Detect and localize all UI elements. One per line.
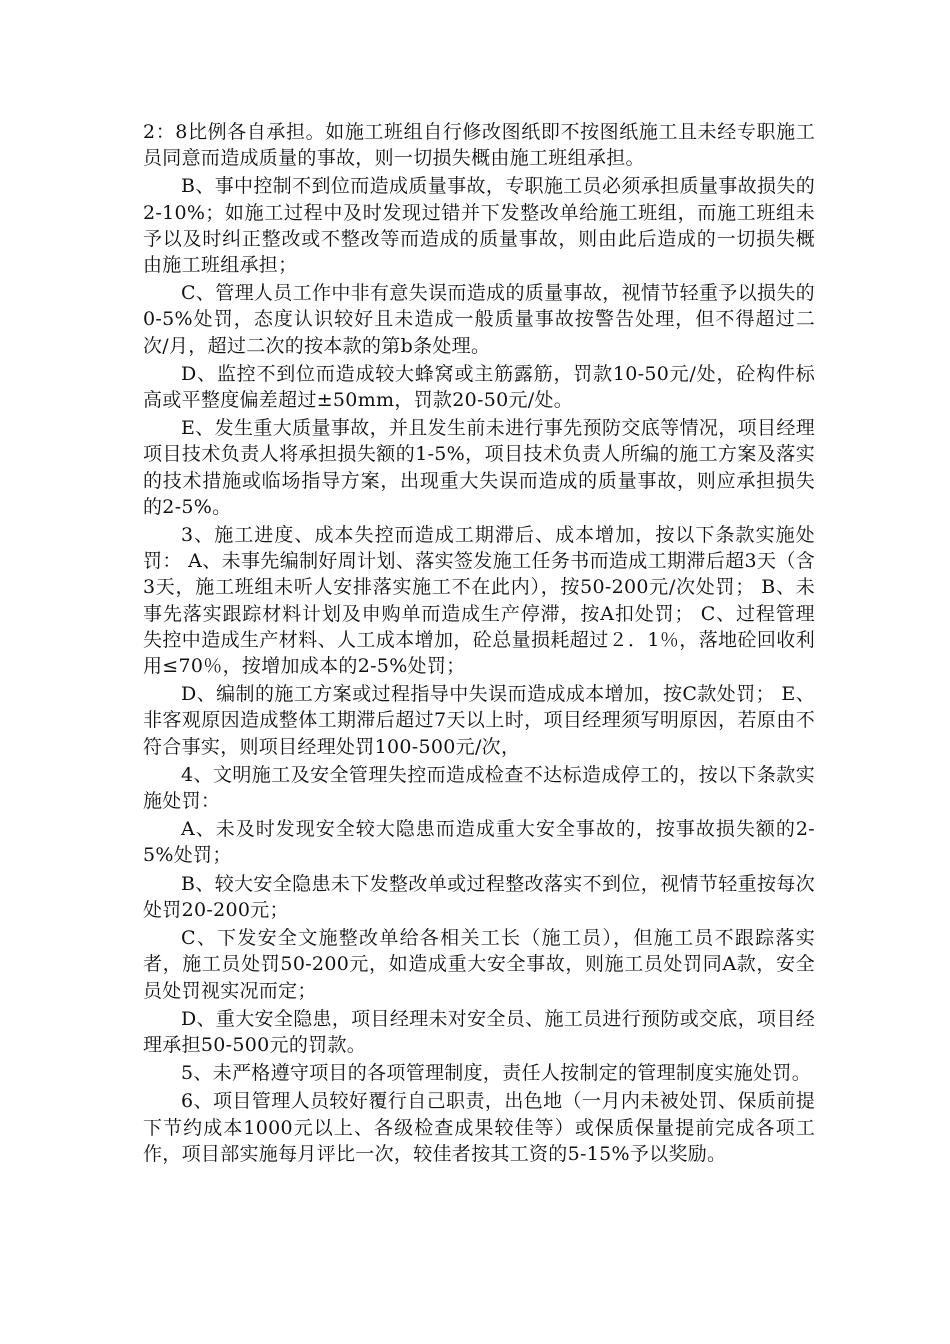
- paragraph-3: C、管理人员工作中非有意失误而造成的质量事故，视情节轻重予以损失的0-5%处罚，态度认识较好且未造成一般质量事故按警告处理，但不得超过二次/月，超过二次的按本款的第b条处理。: [143, 282, 815, 357]
- paragraph-9: A、未及时发现安全较大隐患而造成重大安全事故的，按事故损失额的2-5%处罚；: [143, 818, 815, 867]
- paragraph-7: D、编制的施工方案或过程指导中失误而造成成本增加，按C款处罚； E、非客观原因造成整体工期滞后超过7天以上时，项目经理须写明原因，若原由不符合事实，则项目经理处罚100-500元/次，: [143, 683, 815, 758]
- paragraph-5: E、发生重大质量事故，并且发生前未进行事先预防交底等情况，项目经理项目技术负责人将承担损失额的1-5%，项目技术负责人所编的施工方案及落实的技术措施或临场指导方案，出现重大失误而造成的质量事故，则应承担损失的2-5%。: [143, 417, 815, 518]
- paragraph-12: D、重大安全隐患，项目经理未对安全员、施工员进行预防或交底，项目经理承担50-500元的罚款。: [143, 1007, 815, 1056]
- paragraph-6: 3、施工进度、成本失控而造成工期滞后、成本增加，按以下条款实施处罚： A、未事先编制好周计划、落实签发施工任务书而造成工期滞后超3天（含3天，施工班组未听人安排落实施工不在此内），按50-200元/次处罚； B、未事先落实跟踪材料计划及申购单而造成生产停滞，按A扣处罚； C、过程管理失控中造成生产材料、人工成本增加，砼总量损耗超过２．1％，落地砼回收利用≤70％，按增加成本的2-5%处罚；: [143, 524, 815, 678]
- paragraph-4: D、监控不到位而造成较大蜂窝或主筋露筋，罚款10-50元/处，砼构件标高或平整度偏差超过±50mm，罚款20-50元/处。: [143, 362, 815, 412]
- paragraph-11: C、下发安全文施整改单给各相关工长（施工员），但施工员不跟踪落实者，施工员处罚50-200元，如造成重大安全事故，则施工员处罚同A款，安全员处罚视实况而定；: [143, 927, 815, 1002]
- paragraph-14: 6、项目管理人员较好覆行自己职责，出色地（一月内未被处罚、保质前提下节约成本1000元以上、各级检查成果较佳等）或保质保量提前完成各项工作，项目部实施每月评比一次，较佳者按其工资的5-15%予以奖励。: [143, 1090, 815, 1165]
- paragraph-10: B、较大安全隐患未下发整改单或过程整改落实不到位，视情节轻重按每次处罚20-200元；: [143, 872, 815, 921]
- paragraph-13: 5、未严格遵守项目的各项管理制度，责任人按制定的管理制度实施处罚。: [181, 1062, 811, 1085]
- paragraph-8: 4、文明施工及安全管理失控而造成检查不达标造成停工的，按以下条款实施处罚：: [143, 763, 815, 813]
- paragraph-2: B、事中控制不到位而造成质量事故，专职施工员必须承担质量事故损失的2-10%；如施工过程中及时发现过错并下发整改单给施工班组，而施工班组未予以及时纠正整改或不整改等而造成的质量事故，则由此后造成的一切损失概由施工班组承担；: [143, 175, 815, 277]
- paragraph-1: 2：8比例各自承担。如施工班组自行修改图纸即不按图纸施工且未经专职施工员同意而造成质量的事故，则一切损失概由施工班组承担。: [143, 121, 815, 170]
- document-body: [143, 119, 815, 1169]
